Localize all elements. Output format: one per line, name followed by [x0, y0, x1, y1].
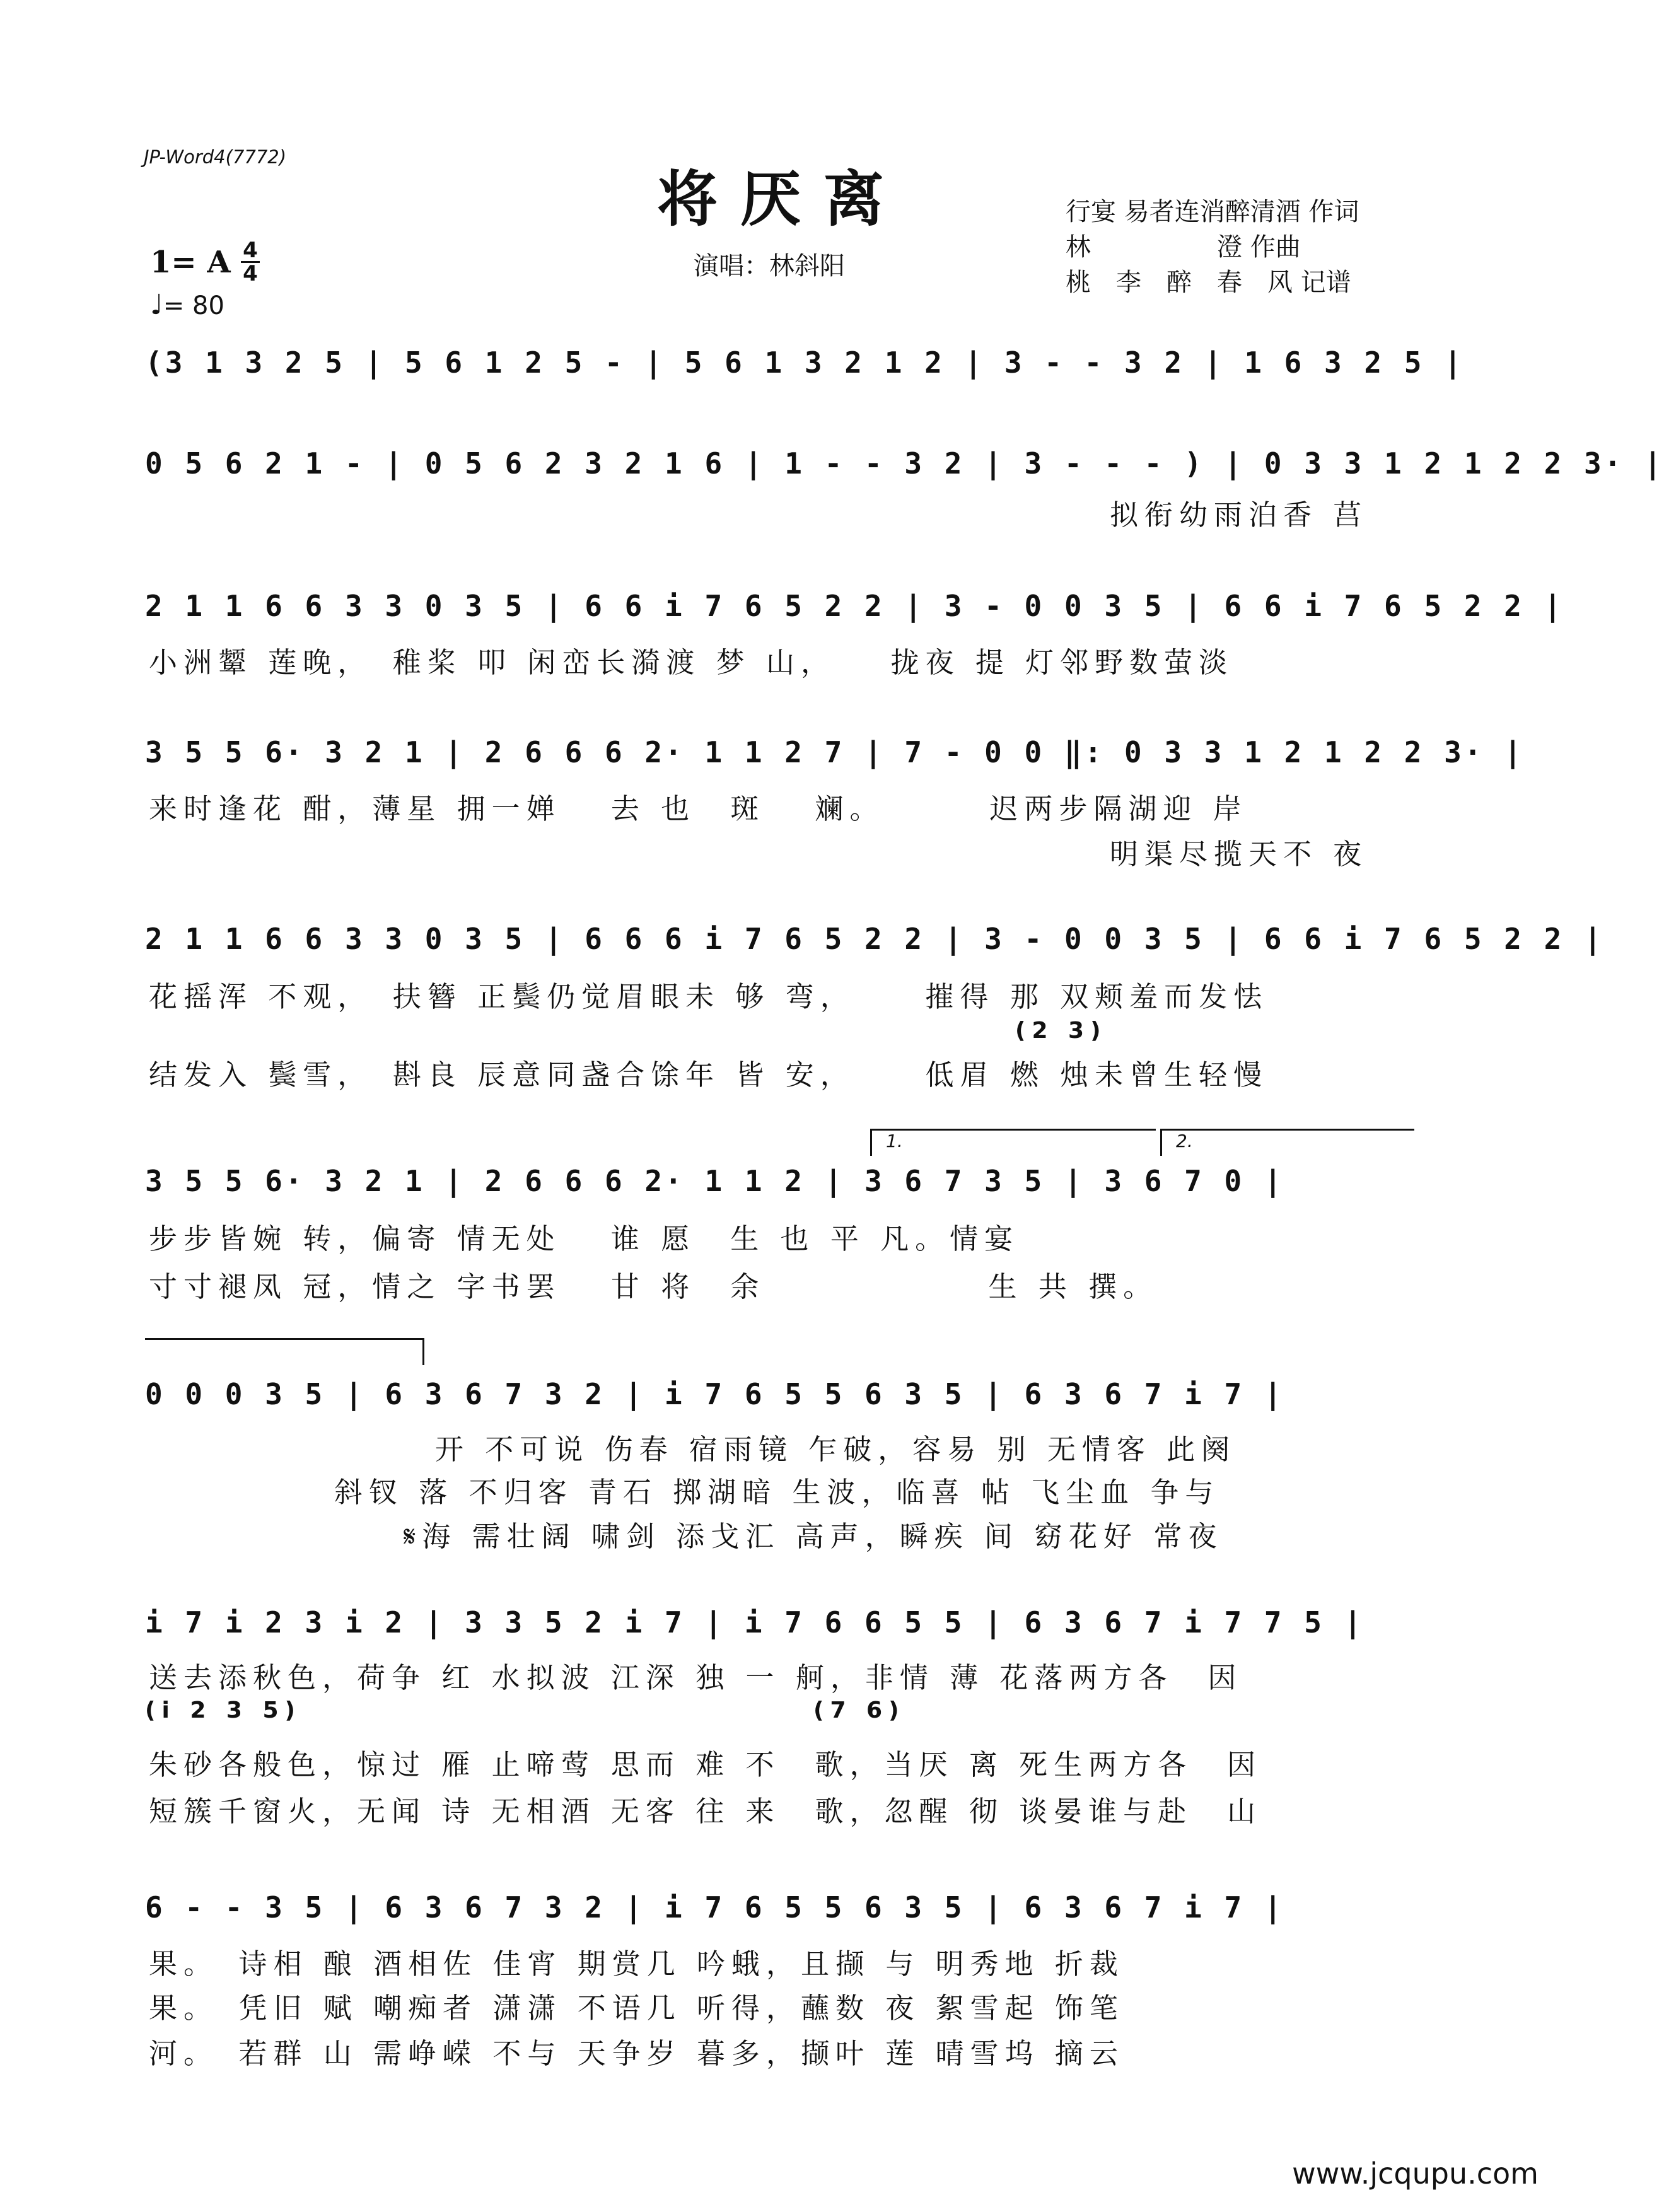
lyric-variant: (i 2 3 5)	[145, 1697, 301, 1723]
staff-line: 2 1 1 6 6 3 3 0 3 5 | 6 6 i 7 6 5 2 2 | 3 - 0 0 3 5 | 6 6 i 7 6 5 2 2 |	[145, 589, 1564, 623]
quarter-note-icon: ♩	[150, 289, 163, 321]
lyric-line: 斜钗 落 不归客 青石 掷湖暗 生波，临喜 帖 飞尘血 争与	[334, 1476, 1220, 1509]
composer-credit: 林 澄 作曲	[1066, 233, 1301, 262]
lyric-line: 果。 诗相 酿 酒相佐 佳宵 期赏几 吟蛾，且撷 与 明秀地 折裁	[149, 1947, 1124, 1981]
key-signature: 1= A	[150, 245, 231, 280]
lyric-line: 开 不可说 伤春 宿雨镜 乍破，容易 别 无情客 此阕	[435, 1433, 1236, 1466]
volta-continuation	[145, 1338, 424, 1365]
lyricist-credit: 行宴 易者连消醉清酒 作词	[1066, 197, 1359, 226]
time-signature	[241, 240, 260, 284]
tempo-mark	[150, 289, 224, 321]
time-signature-top: 4	[243, 238, 258, 263]
time-signature-bottom: 4	[243, 261, 258, 286]
staff-line: 0 5 6 2 1 - | 0 5 6 2 3 2 1 6 | 1 - - 3 2 | 3 - - - ) | 0 3 3 1 2 1 2 2 3· |	[145, 446, 1664, 480]
staff-line: 0 0 0 3 5 | 6 3 6 7 3 2 | i 7 6 5 5 6 3 5 | 6 3 6 7 i 7 |	[145, 1377, 1284, 1411]
lyric-line: 送去添秋色，荷争 红 水拟波 江深 独 一 舸，非情 薄 花落两方各 因	[149, 1661, 1243, 1694]
singer-credit: 演唱：林斜阳	[694, 252, 845, 281]
volta-second-ending: 2.	[1160, 1129, 1414, 1156]
lyric-line: 花摇浑 不观， 扶簪 正鬓仍觉眉眼未 够 弯， 摧得 那 双颊羞而发怯	[149, 980, 1269, 1013]
lyric-line: 河。 若群 山 需峥嵘 不与 天争岁 暮多，撷叶 莲 晴雪坞 摘云	[149, 2037, 1124, 2070]
lyric-line: 寸寸褪凤 冠，情之 字书罢 甘 将 余 生 共 撰。	[149, 1270, 1158, 1303]
source-label: JP-Word4(7772)	[144, 146, 287, 168]
tempo-value: = 80	[163, 291, 224, 320]
lyric-line: 𝄋海 需壮阔 啸剑 添戈汇 高声，瞬疾 间 窈花好 常夜	[404, 1520, 1223, 1553]
song-title: 将厌离	[657, 163, 907, 235]
volta-first-ending: 1.	[870, 1129, 1156, 1156]
lyric-line: 小洲颦 莲晚， 稚桨 叩 闲峦长漪渡 梦 山， 拢夜 提 灯邻野数萤淡	[149, 646, 1234, 679]
lyric-variant: (2 3)	[1015, 1018, 1107, 1044]
lyric-line: 结发入 鬓雪， 斟良 辰意同盏合馀年 皆 安， 低眉 燃 烛未曾生轻慢	[149, 1058, 1269, 1091]
staff-line: 2 1 1 6 6 3 3 0 3 5 | 6 6 6 i 7 6 5 2 2 | 3 - 0 0 3 5 | 6 6 i 7 6 5 2 2 |	[145, 922, 1604, 956]
staff-line: i 7 i 2 3 i 2 | 3 3 5 2 i 7 | i 7 6 6 5 5 | 6 3 6 7 i 7 7 5 |	[145, 1605, 1364, 1639]
lyric-line: 明渠尽揽天不 夜	[1110, 837, 1368, 871]
lyric-line: 果。 凭旧 赋 嘲痴者 潇潇 不语几 听得，蘸数 夜 絮雪起 饰笔	[149, 1991, 1124, 2025]
lyric-line: 短簇千窗火，无闻 诗 无相酒 无客 往 来 歌，忽醒 彻 谈晏谁与赴 山	[149, 1795, 1262, 1828]
lyric-line: 拟衔幼雨泊香 莒	[1110, 498, 1368, 532]
lyric-line: 朱砂各般色，惊过 雁 止啼莺 思而 难 不 歌，当厌 离 死生两方各 因	[149, 1748, 1262, 1781]
lyric-variant: (7 6)	[813, 1697, 905, 1723]
staff-line: 3 5 5 6· 3 2 1 | 2 6 6 6 2· 1 1 2 | 3 6 7 3 5 | 3 6 7 0 |	[145, 1164, 1284, 1198]
watermark: www.jcqupu.com	[1292, 2157, 1539, 2191]
staff-line: 3 5 5 6· 3 2 1 | 2 6 6 6 2· 1 1 2 7 | 7 - 0 0 ‖: 0 3 3 1 2 1 2 2 3· |	[145, 735, 1524, 769]
transcriber-credit: 桃 李 醉 春 风 记谱	[1066, 268, 1351, 297]
lyric-line: 步步皆婉 转，偏寄 情无处 谁 愿 生 也 平 凡。情宴	[149, 1222, 1020, 1255]
staff-line: (3 1 3 2 5 | 5 6 1 2 5 - | 5 6 1 3 2 1 2 | 3 - - 3 2 | 1 6 3 2 5 |	[145, 346, 1464, 380]
staff-line: 6 - - 3 5 | 6 3 6 7 3 2 | i 7 6 5 5 6 3 5 | 6 3 6 7 i 7 |	[145, 1890, 1284, 1924]
lyric-line: 来时逢花 酣，薄星 拥一婵 去 也 斑 斓。 迟两步隔湖迎 岸	[149, 792, 1248, 825]
